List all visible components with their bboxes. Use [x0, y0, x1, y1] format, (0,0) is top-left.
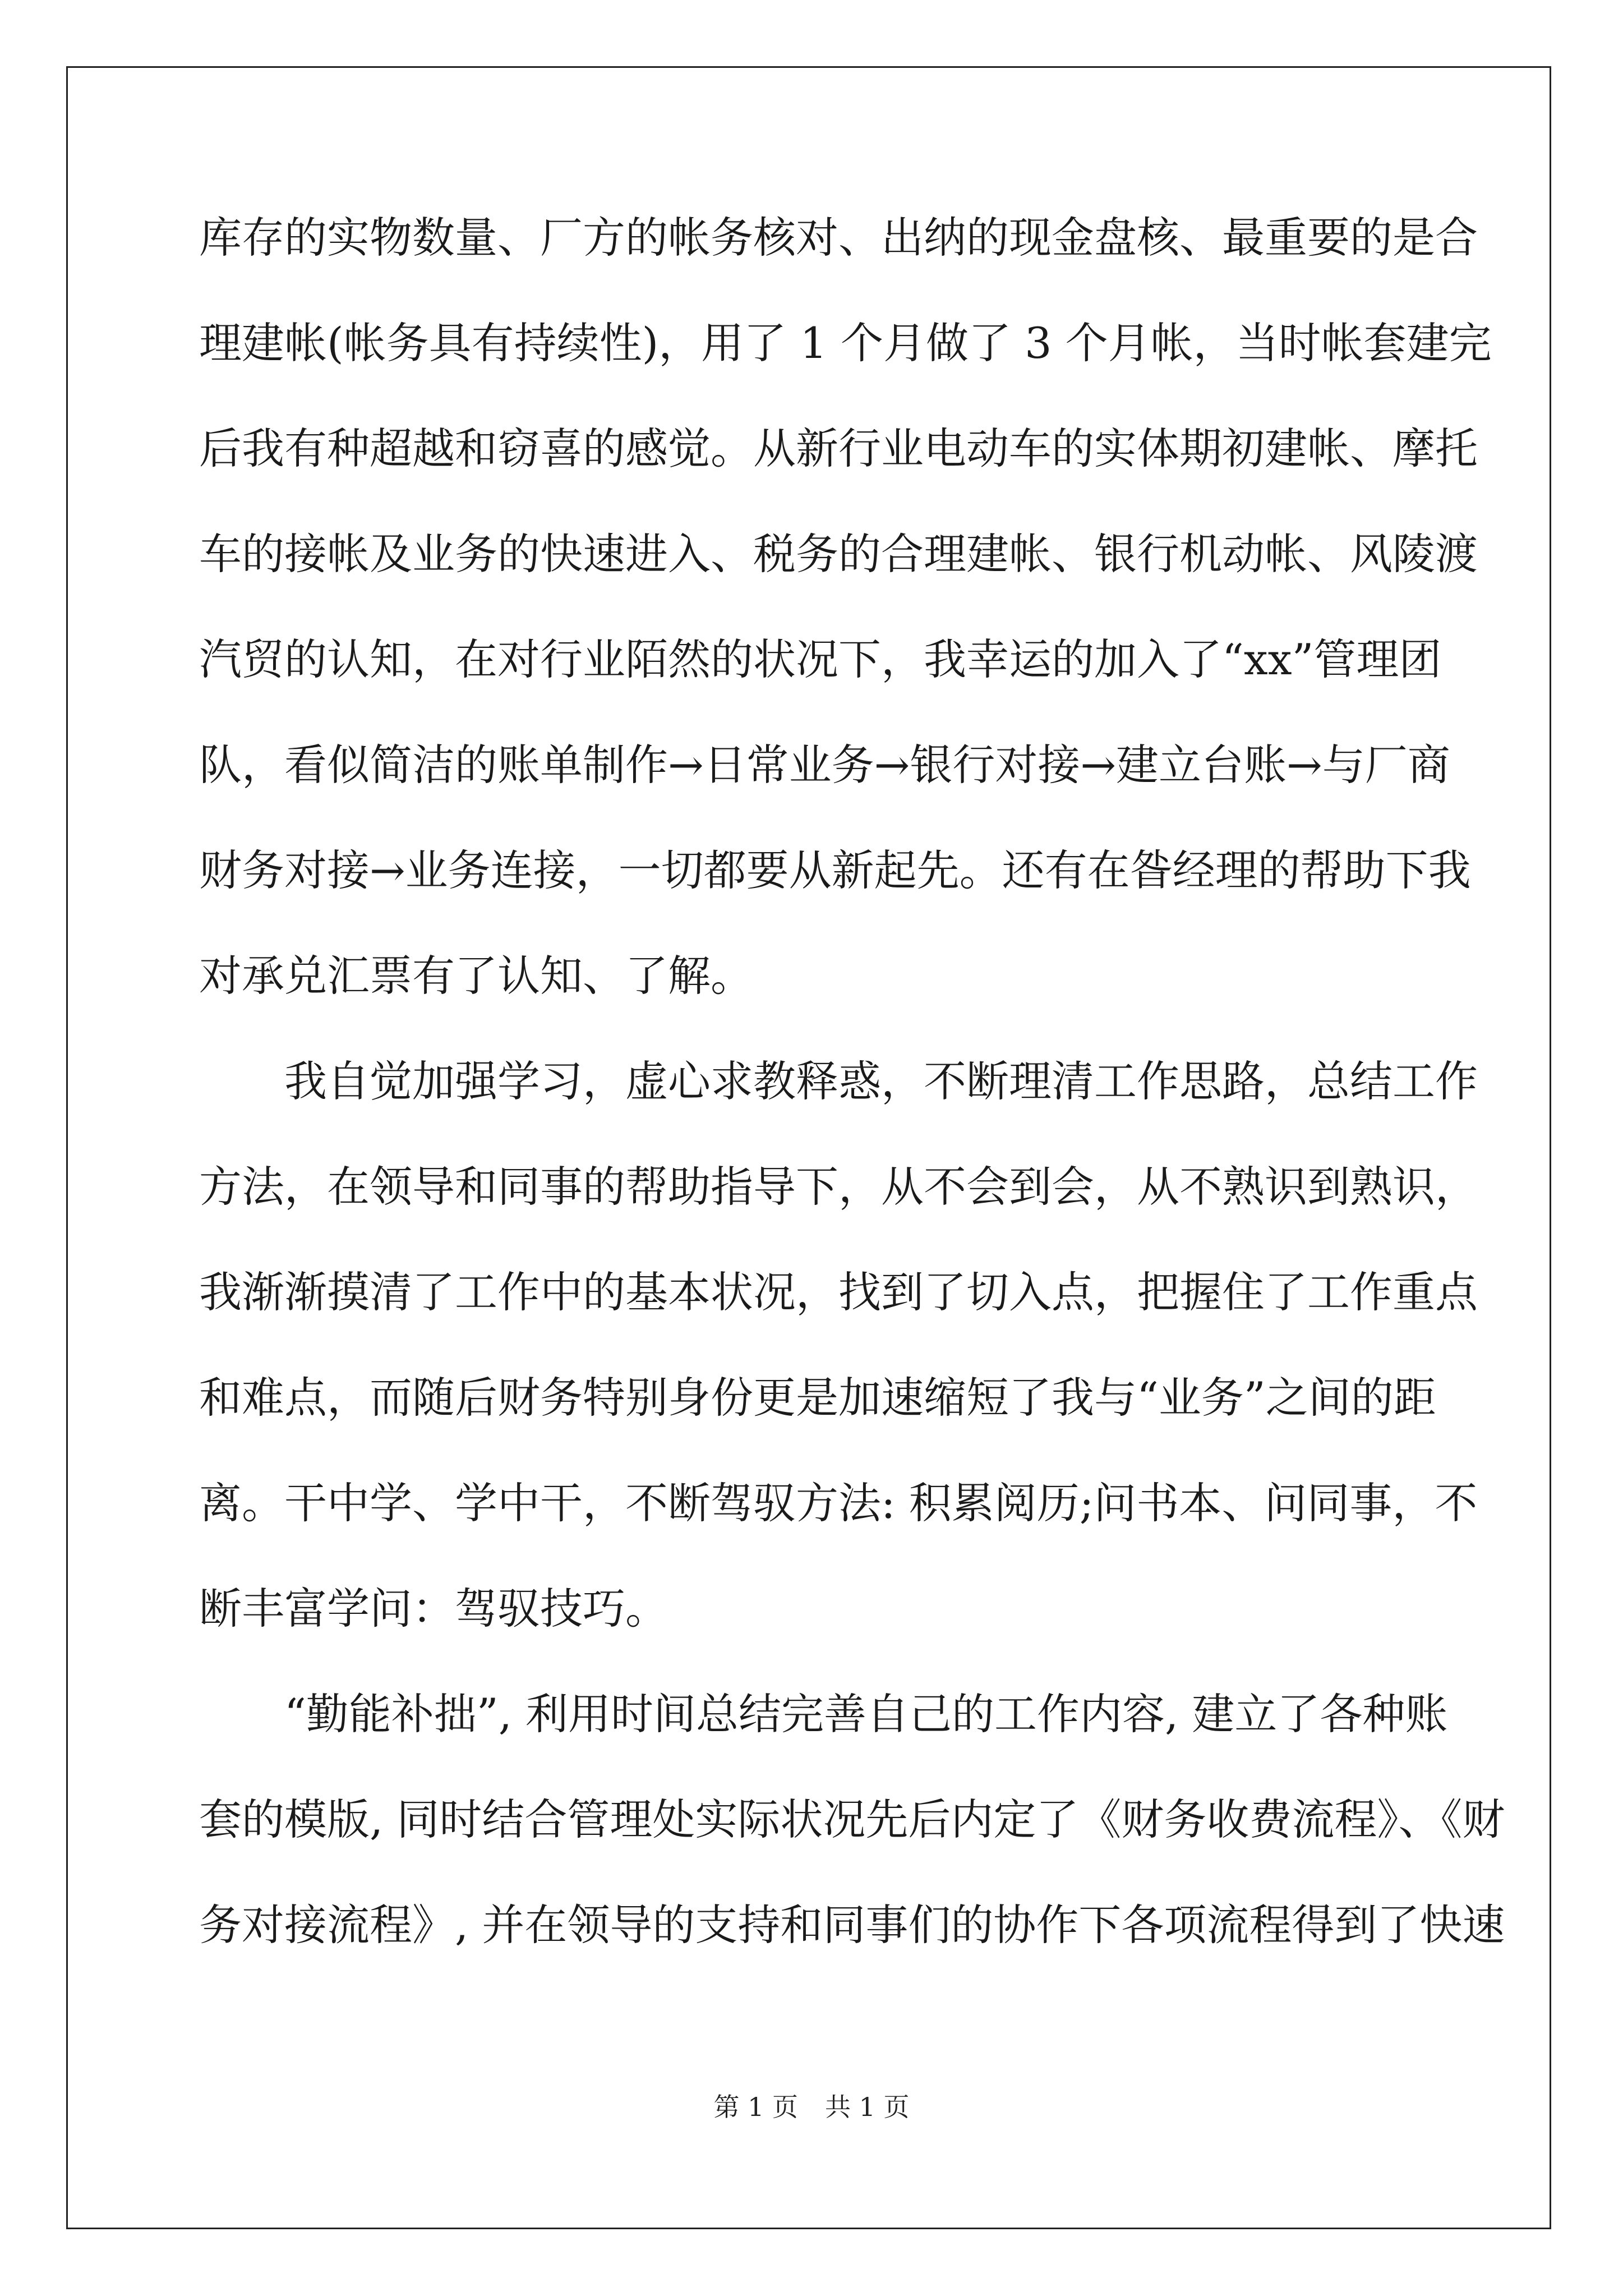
document-body: [199, 185, 1505, 1978]
text-line: 队，看似简洁的账单制作→日常业务→银行对接→建立台账→与厂商: [199, 740, 1450, 790]
text-line: 理建帐(帐务具有持续性)，用了 1 个月做了 3 个月帐，当时帐套建完: [199, 318, 1492, 368]
text-line: 对承兑汇票有了认知、了解。: [199, 951, 753, 1001]
text-line: 务对接流程》, 并在领导的支持和同事们的协作下各项流程得到了快速: [199, 1900, 1505, 1950]
page-number: 第 1 页: [713, 2092, 798, 2122]
text-line: 我渐渐摸清了工作中的基本状况，找到了切入点，把握住了工作重点: [199, 1267, 1478, 1317]
text-line: 套的模版, 同时结合管理处实际状况先后内定了《财务收费流程》、《财: [199, 1795, 1505, 1844]
text-line: 后我有种超越和窃喜的感觉。从新行业电动车的实体期初建帐、摩托: [199, 424, 1478, 473]
text-line: 汽贸的认知，在对行业陌然的状况下，我幸运的加入了“xx”管理团: [199, 634, 1442, 684]
page-total: 共 1 页: [825, 2092, 910, 2122]
text-line: “勤能补拙”, 利用时间总结完善自己的工作内容, 建立了各种账: [284, 1689, 1448, 1739]
text-line: 我自觉加强学习，虚心求教释惑，不断理清工作思路，总结工作: [284, 1056, 1478, 1106]
text-line: 方法，在领导和同事的帮助指导下，从不会到会，从不熟识到熟识，: [199, 1162, 1478, 1212]
text-line: 车的接帐及业务的快速进入、税务的合理建帐、银行机动帐、风陵渡: [199, 529, 1478, 579]
text-line: 离。干中学、学中干，不断驾驭方法: 积累阅历;问书本、问同事，不: [199, 1478, 1478, 1528]
page-footer: [0, 2087, 1623, 2124]
text-line: 和难点，而随后财务特别身份更是加速缩短了我与“业务”之间的距: [199, 1373, 1436, 1423]
text-line: 财务对接→业务连接，一切都要从新起先。还有在昝经理的帮助下我: [199, 845, 1471, 895]
text-line: 断丰富学问：驾驭技巧。: [199, 1584, 668, 1634]
text-line: 库存的实物数量、厂方的帐务核对、出纳的现金盘核、最重要的是合: [199, 213, 1478, 263]
